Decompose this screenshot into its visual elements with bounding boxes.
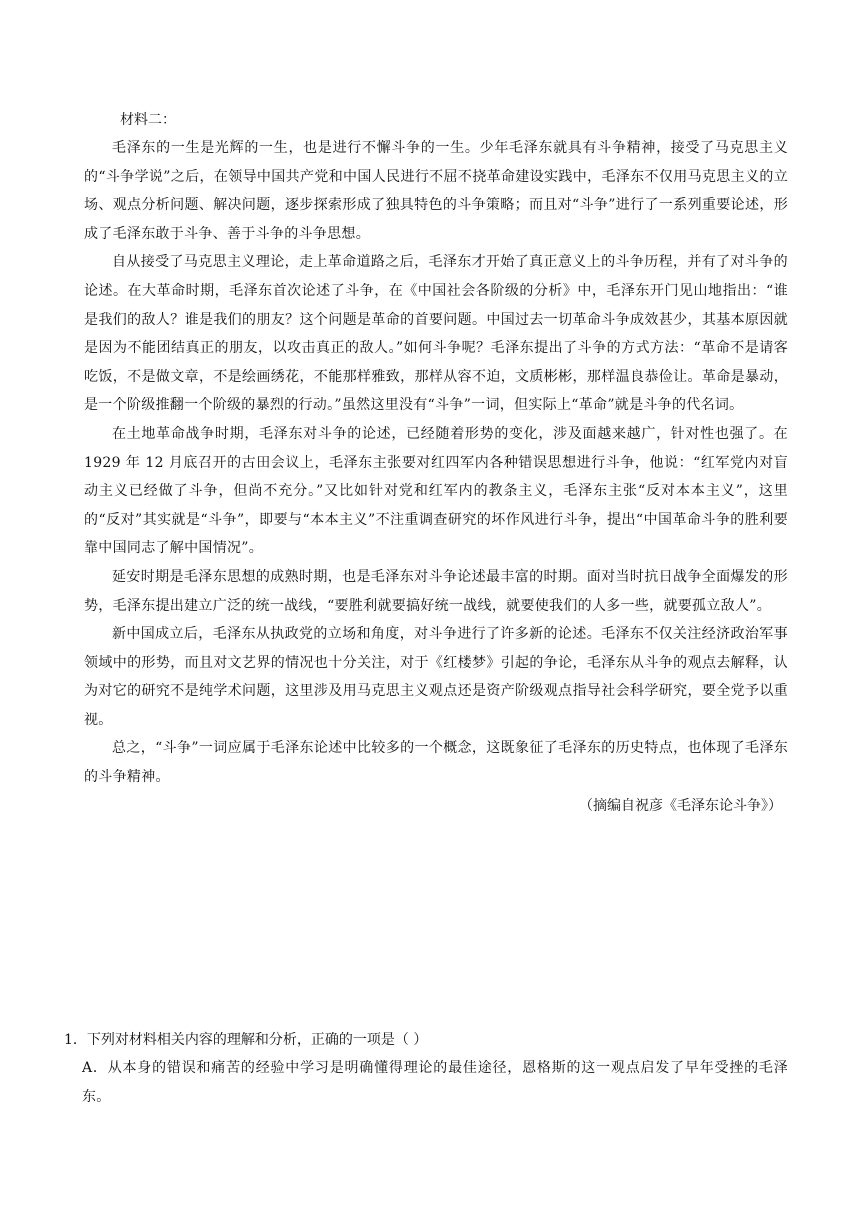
paragraph-4: 延安时期是毛泽东思想的成熟时期，也是毛泽东对斗争论述最丰富的时期。面对当时抗日战争全面爆发的形势，毛泽东提出建立广泛的统一战线，“要胜利就要搞好统一战线，就要使我们的人多一些，就要孤立敌人”。 <box>84 568 788 614</box>
paragraph-3: 在土地革命战争时期，毛泽东对斗争的论述，已经随着形势的变化，涉及面越来越广，针对性也强了。在 1929 年 12 月底召开的古田会议上，毛泽东主张要对红四军内各种错误思想进行斗争，他说：“红军党内对盲动主义已经做了斗争，但尚不充分。”又比如针对党和红军内的教条主义，毛泽东主张“反对本本主义”，这里的“反对”其实就是“斗争”，即要与“本本主义”不注重调查研究的坏作风进行斗争，提出“中国革命斗争的胜利要靠中国同志了解中国情况”。 <box>84 425 788 557</box>
question-stem: 1．下列对材料相关内容的理解和分析，正确的一项是（ ） <box>64 1032 428 1048</box>
paragraph-6: 总之，“斗争”一词应属于毛泽东论述中比较多的一个概念，这既象征了毛泽东的历史特点，也体现了毛泽东的斗争精神。 <box>84 740 788 786</box>
paragraph-1: 毛泽东的一生是光辉的一生，也是进行不懈斗争的一生。少年毛泽东就具有斗争精神，接受了马克思主义的“斗争学说”之后，在领导中国共产党和中国人民进行不屈不挠革命建设实践中，毛泽东不仅用马克思主义的立场、观点分析问题、解决问题，逐步探索形成了独具特色的斗争策略；而且对“斗争”进行了一系列重要论述，形成了毛泽东敢于斗争、善于斗争的斗争思想。 <box>84 140 788 242</box>
question-1 <box>64 1026 788 1111</box>
section-heading: 材料二： <box>120 112 176 128</box>
paragraph-5: 新中国成立后，毛泽东从执政党的立场和角度，对斗争进行了许多新的论述。毛泽东不仅关注经济政治军事领域中的形势，而且对文艺界的情况也十分关注，对于《红楼梦》引起的争论，毛泽东从斗争的观点去解释，认为对它的研究不是纯学术问题，这里涉及用马克思主义观点还是资产阶级观点指导社会科学研究，要全党予以重视。 <box>84 626 788 728</box>
option-a: A．从本身的错误和痛苦的经验中学习是明确懂得理论的最佳途径，恩格斯的这一观点启发了早年受挫的毛泽东。 <box>82 1060 788 1105</box>
material-two-section <box>84 106 788 820</box>
paragraph-2: 自从接受了马克思主义理论，走上革命道路之后，毛泽东才开始了真正意义上的斗争历程，并有了对斗争的论述。在大革命时期，毛泽东首次论述了斗争，在《中国社会各阶级的分析》中，毛泽东开门见山地指出：“谁是我们的敌人？谁是我们的朋友？这个问题是革命的首要问题。中国过去一切革命斗争成效甚少，其基本原因就是因为不能团结真正的朋友，以攻击真正的敌人。”如何斗争呢？毛泽东提出了斗争的方式方法：“革命不是请客吃饭，不是做文章，不是绘画绣花，不能那样雅致，那样从容不迫，文质彬彬，那样温良恭俭让。革命是暴动，是一个阶级推翻一个阶级的暴烈的行动。”虽然这里没有“斗争”一词，但实际上“革命”就是斗争的代名词。 <box>84 254 788 414</box>
source-citation: （摘编自祝彦《毛泽东论斗争》） <box>579 797 782 814</box>
